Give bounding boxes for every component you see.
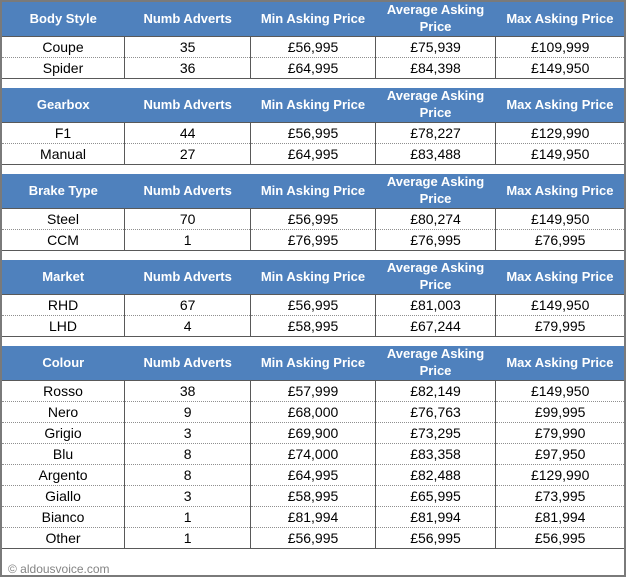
cell-value: £56,995 (496, 528, 624, 549)
header-row (2, 174, 624, 209)
cell-value: 35 (125, 37, 251, 58)
cell-value: £80,274 (375, 209, 496, 230)
cell-value: 8 (125, 444, 251, 465)
column-header: Numb Adverts (125, 346, 251, 381)
column-header: Average Asking Price (375, 346, 496, 381)
row-label: F1 (54, 125, 72, 141)
category-header: Market (2, 260, 125, 295)
cell-value: 27 (125, 144, 251, 165)
table-row (2, 58, 624, 79)
cell-value: 36 (125, 58, 251, 79)
row-label: Coupe (42, 39, 84, 55)
row-label: Manual (2, 144, 125, 165)
category-header: Body Style (2, 2, 125, 37)
table-row (2, 144, 624, 165)
column-header: Average Asking Price (375, 88, 496, 123)
column-header: Numb Adverts (125, 88, 251, 123)
table-row (2, 230, 624, 251)
cell-value: £79,990 (496, 423, 624, 444)
header-row (2, 346, 624, 381)
row-label: CCM (2, 230, 125, 251)
row-label: LHD (2, 316, 125, 337)
table-row (2, 465, 624, 486)
row-label: Giallo (2, 486, 125, 507)
cell-value: £64,995 (251, 144, 375, 165)
cell-value: 38 (125, 381, 251, 402)
cell-value: £149,950 (496, 295, 624, 316)
cell-value: 8 (125, 465, 251, 486)
cell-value: £73,295 (375, 423, 496, 444)
row-label: Steel (47, 211, 79, 227)
column-header: Average Asking Price (375, 2, 496, 37)
stats-table-brake-type (2, 174, 624, 251)
cell-value: £129,990 (496, 123, 624, 144)
cell-value: £56,995 (251, 37, 375, 58)
table-row (2, 37, 624, 58)
cell-value: £81,003 (375, 295, 496, 316)
cell-value: 4 (125, 316, 251, 337)
column-header: Min Asking Price (251, 174, 375, 209)
header-row (2, 88, 624, 123)
category-header: Brake Type (2, 174, 125, 209)
cell-value: £78,227 (375, 123, 496, 144)
column-header: Average Asking Price (375, 260, 496, 295)
cell-value: £57,999 (251, 381, 375, 402)
cell-value: £81,994 (375, 507, 496, 528)
cell-value: £76,995 (251, 230, 375, 251)
cell-value: 67 (125, 295, 251, 316)
cell-value: £81,994 (496, 507, 624, 528)
cell-value: £64,995 (251, 465, 375, 486)
stats-table-gearbox (2, 88, 624, 165)
header-row (2, 260, 624, 295)
column-header: Numb Adverts (125, 2, 251, 37)
cell-value: £149,950 (496, 209, 624, 230)
cell-value: 1 (125, 507, 251, 528)
cell-value: £56,995 (251, 209, 375, 230)
cell-value: £149,950 (496, 144, 624, 165)
column-header: Max Asking Price (496, 260, 624, 295)
cell-value: £67,244 (375, 316, 496, 337)
cell-value: £149,950 (496, 58, 624, 79)
cell-value: £56,995 (251, 295, 375, 316)
cell-value: 3 (125, 423, 251, 444)
cell-value: £99,995 (496, 402, 624, 423)
header-row (2, 2, 624, 37)
row-label: Spider (2, 58, 125, 79)
table-row (2, 402, 624, 423)
cell-value: £84,398 (375, 58, 496, 79)
table-row (2, 381, 624, 402)
cell-value: £79,995 (496, 316, 624, 337)
cell-value: 1 (125, 528, 251, 549)
cell-value: £56,995 (251, 528, 375, 549)
row-label: Rosso (43, 383, 83, 399)
table-row (2, 486, 624, 507)
column-header: Min Asking Price (251, 260, 375, 295)
cell-value: £58,995 (251, 486, 375, 507)
table-row (2, 528, 624, 549)
cell-value: £73,995 (496, 486, 624, 507)
cell-value: £149,950 (496, 381, 624, 402)
cell-value: £82,149 (375, 381, 496, 402)
column-header: Max Asking Price (496, 88, 624, 123)
table-row (2, 423, 624, 444)
column-header: Min Asking Price (251, 88, 375, 123)
cell-value: 9 (125, 402, 251, 423)
category-header: Colour (2, 346, 125, 381)
cell-value: £65,995 (375, 486, 496, 507)
column-header: Max Asking Price (496, 2, 624, 37)
cell-value: £83,488 (375, 144, 496, 165)
cell-value: £56,995 (251, 123, 375, 144)
row-label: Other (2, 528, 125, 549)
column-header: Min Asking Price (251, 346, 375, 381)
cell-value: 3 (125, 486, 251, 507)
column-header: Average Asking Price (375, 174, 496, 209)
cell-value: 70 (125, 209, 251, 230)
table-row (2, 295, 624, 316)
cell-value: £81,994 (251, 507, 375, 528)
table-row (2, 507, 624, 528)
column-header: Numb Adverts (125, 174, 251, 209)
row-label: Grigio (2, 423, 125, 444)
table-row (2, 316, 624, 337)
stats-table-colour (2, 346, 624, 549)
row-label: Argento (2, 465, 125, 486)
table-row (2, 209, 624, 230)
cell-value: 44 (125, 123, 251, 144)
footer-credit: © aldousvoice.com (8, 562, 110, 576)
column-header: Numb Adverts (125, 260, 251, 295)
cell-value: £68,000 (251, 402, 375, 423)
tables-container (2, 2, 624, 558)
column-header: Max Asking Price (496, 346, 624, 381)
stats-table-body-style (2, 2, 624, 79)
cell-value: £69,900 (251, 423, 375, 444)
cell-value: £75,939 (375, 37, 496, 58)
row-label: Bianco (2, 507, 125, 528)
table-row (2, 123, 624, 144)
cell-value: £109,999 (496, 37, 624, 58)
cell-value: £83,358 (375, 444, 496, 465)
cell-value: £76,995 (496, 230, 624, 251)
cell-value: £56,995 (375, 528, 496, 549)
cell-value: £129,990 (496, 465, 624, 486)
category-header: Gearbox (2, 88, 125, 123)
column-header: Max Asking Price (496, 174, 624, 209)
row-label: Nero (2, 402, 125, 423)
cell-value: £64,995 (251, 58, 375, 79)
cell-value: £76,995 (375, 230, 496, 251)
cell-value: £76,763 (375, 402, 496, 423)
cell-value: £97,950 (496, 444, 624, 465)
cell-value: £58,995 (251, 316, 375, 337)
row-label: Blu (2, 444, 125, 465)
column-header: Min Asking Price (251, 2, 375, 37)
row-label: RHD (47, 297, 79, 313)
table-row (2, 444, 624, 465)
cell-value: 1 (125, 230, 251, 251)
stats-table-market (2, 260, 624, 337)
cell-value: £74,000 (251, 444, 375, 465)
cell-value: £82,488 (375, 465, 496, 486)
